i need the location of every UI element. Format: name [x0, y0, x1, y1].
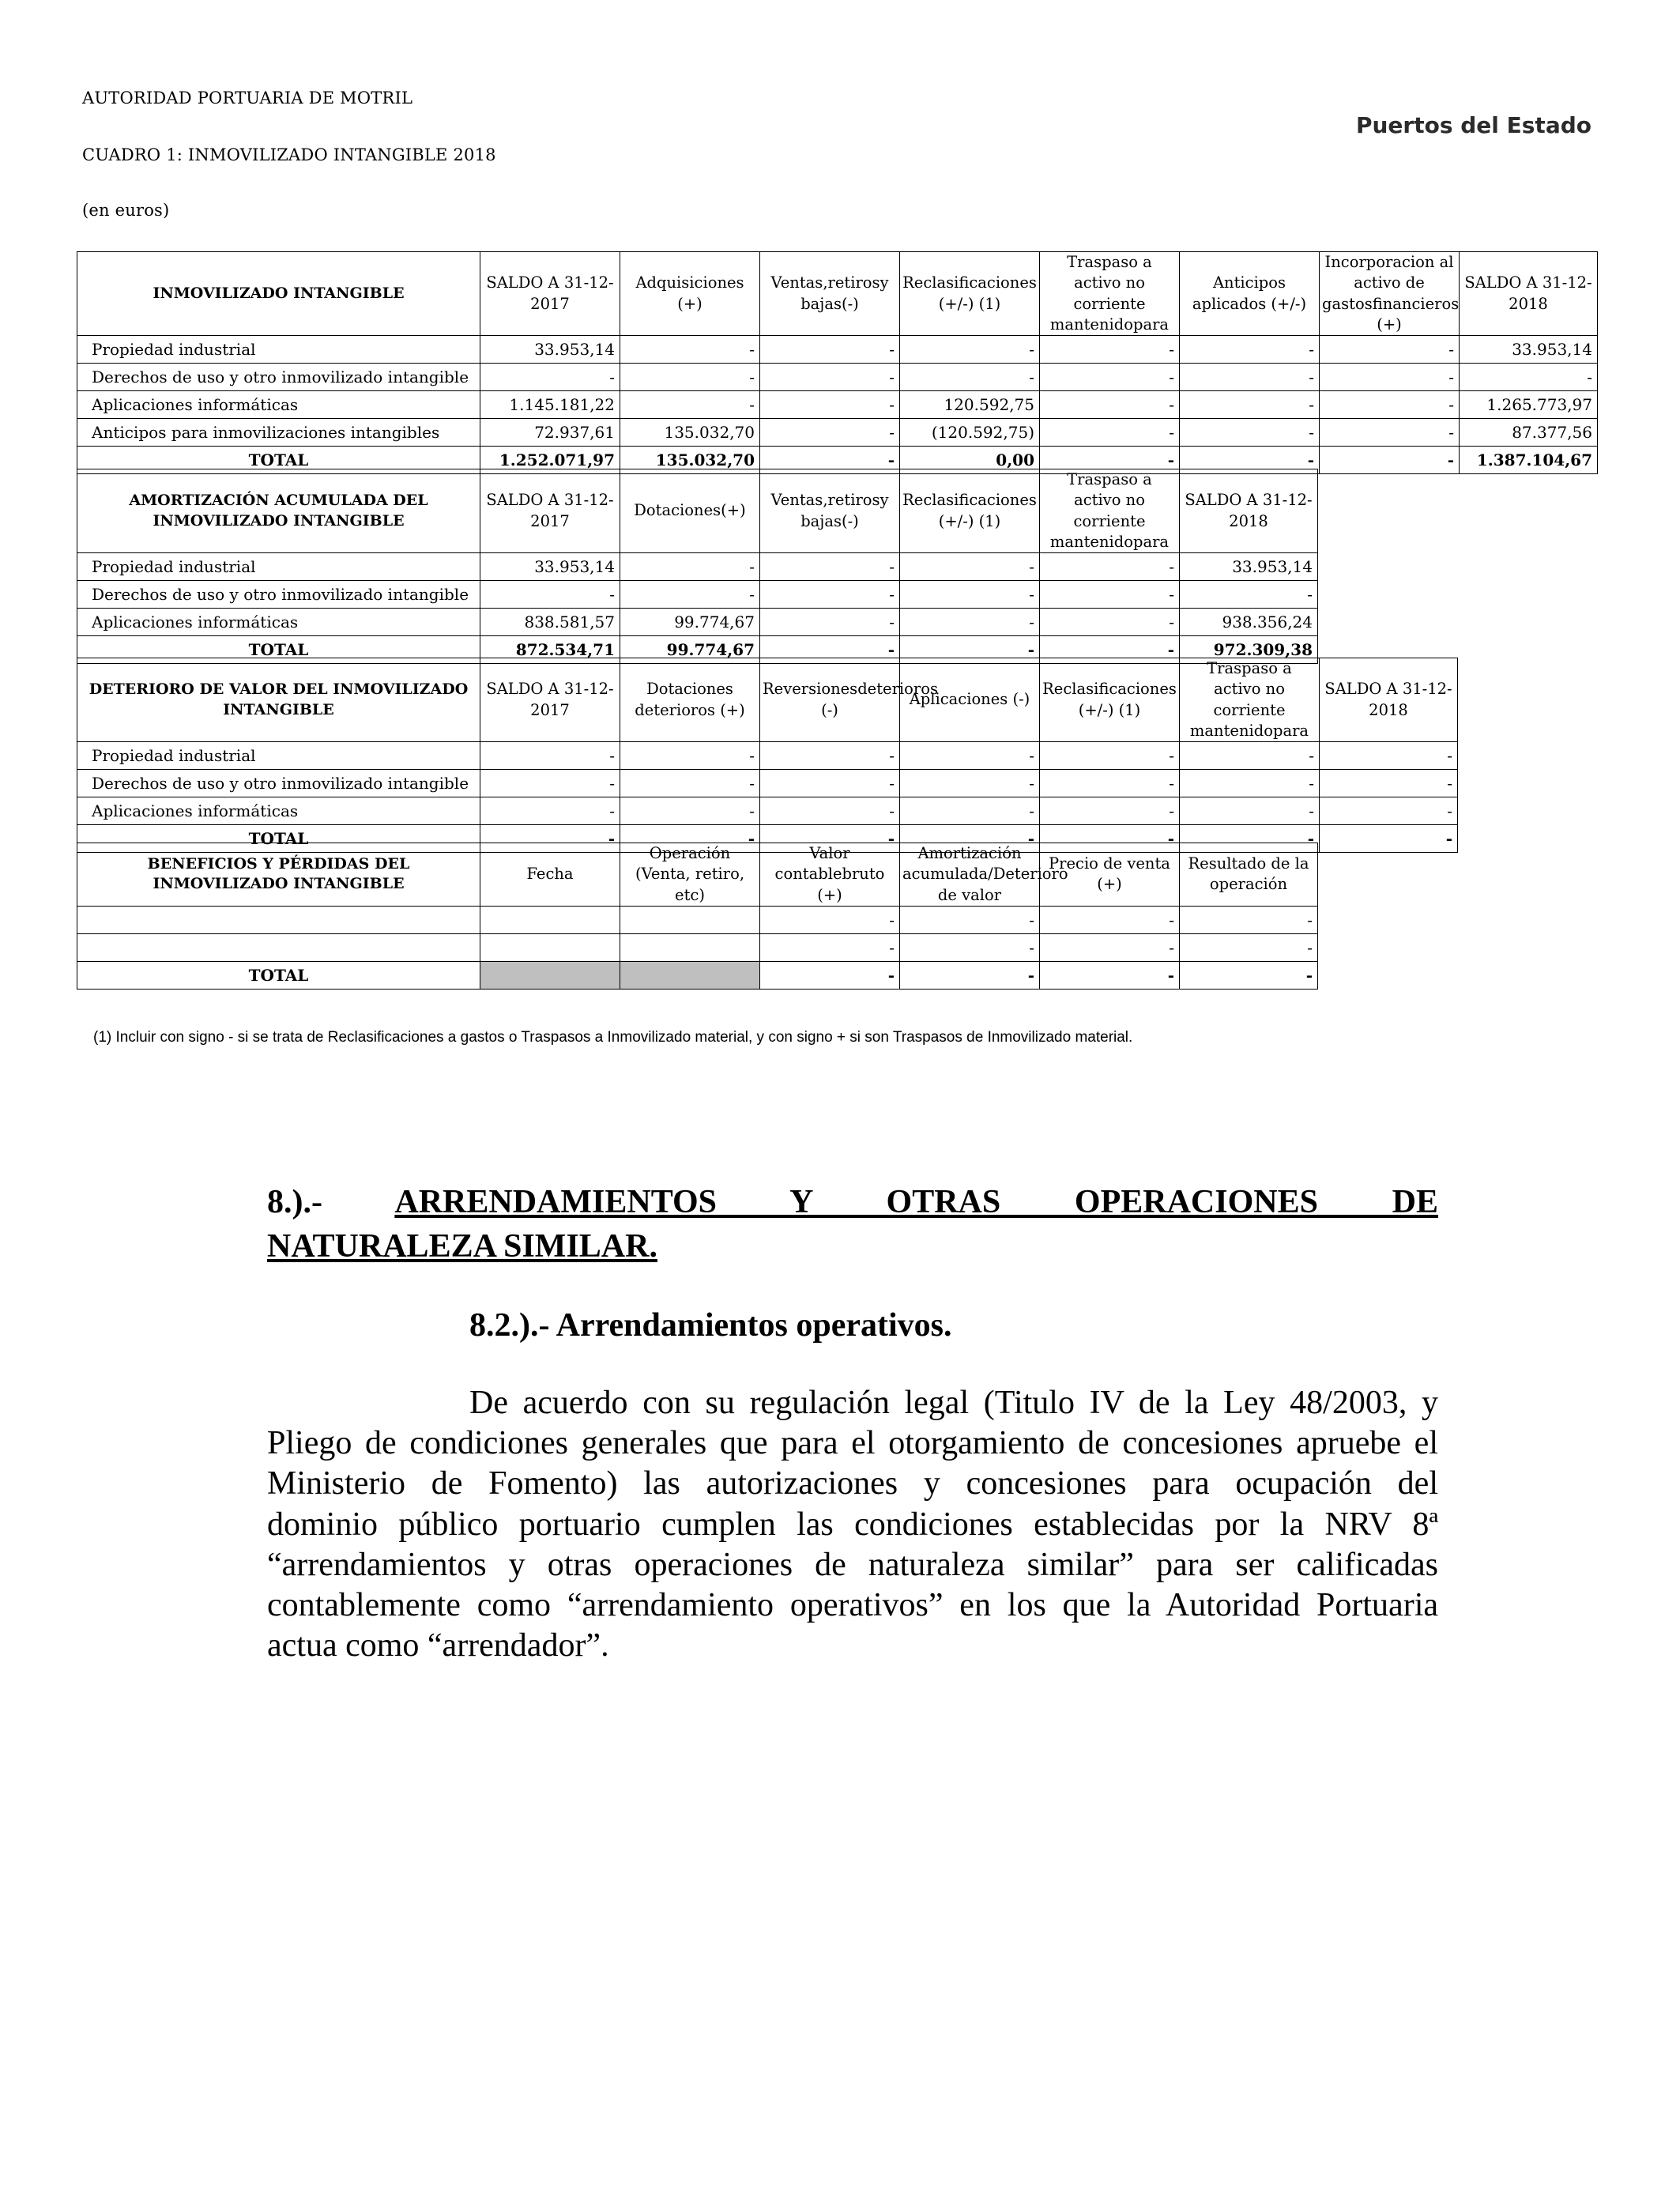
table-cell: - [760, 391, 900, 419]
column-header: Fecha [480, 843, 620, 907]
table-cell: - [1040, 364, 1180, 391]
table-cell: - [1180, 770, 1320, 797]
table-cell [620, 906, 760, 933]
paragraph-line: De acuerdo con su regulación legal (Titulo IV de la Ley 48/2003, y [469, 1385, 1438, 1421]
table-cell: - [1180, 933, 1318, 961]
column-header: Valor contablebruto (+) [760, 843, 900, 907]
table-cell: - [760, 553, 900, 581]
row-label: Derechos de uso y otro inmovilizado intangible [77, 581, 480, 609]
paragraph-line: contablemente como “arrendamiento operativos” en los que la Autoridad Portuaria [267, 1587, 1438, 1624]
shaded-cell [480, 961, 620, 989]
accumulated-amortization-table [77, 469, 1318, 664]
total-cell: - [760, 636, 900, 664]
total-cell: - [1180, 961, 1318, 989]
table-row [77, 609, 1318, 636]
table-cell: - [900, 770, 1040, 797]
column-header: AMORTIZACIÓN ACUMULADA DEL INMOVILIZADO INTANGIBLE [77, 469, 480, 553]
table-cell: - [1180, 797, 1320, 825]
total-label: TOTAL [77, 825, 480, 853]
row-label: Anticipos para inmovilizaciones intangibles [77, 419, 480, 447]
total-cell: 135.032,70 [620, 447, 760, 474]
column-header: SALDO A 31-12-2018 [1320, 658, 1458, 742]
table-cell: - [1040, 933, 1180, 961]
table-cell: - [1180, 419, 1320, 447]
table-cell: - [620, 553, 760, 581]
section-heading-continued [267, 1227, 1438, 1267]
table-cell: - [900, 933, 1040, 961]
table-cell: 838.581,57 [480, 609, 620, 636]
total-label: TOTAL [77, 636, 480, 664]
column-header: Traspaso a activo no corriente mantenidopara [1040, 252, 1180, 336]
table-cell: - [900, 742, 1040, 770]
table-cell: - [480, 742, 620, 770]
total-cell: - [1040, 825, 1180, 853]
total-row [77, 961, 1318, 989]
table-cell: - [900, 336, 1040, 364]
total-cell: - [1320, 825, 1458, 853]
table-cell: - [1180, 336, 1320, 364]
section-title-line2: NATURALEZA SIMILAR. [267, 1228, 657, 1265]
column-header: SALDO A 31-12-2018 [1460, 252, 1598, 336]
column-header: Reclasificaciones (+/-) (1) [900, 469, 1040, 553]
brand-name: Puertos del Estado [1355, 112, 1591, 138]
column-header: SALDO A 31-12-2017 [480, 658, 620, 742]
total-cell: - [900, 636, 1040, 664]
table-cell: 33.953,14 [1180, 553, 1318, 581]
paragraph-line: “arrendamientos y otras operaciones de naturaleza similar” para ser calificadas [267, 1546, 1438, 1583]
gains-losses-table [77, 843, 1318, 990]
footnote: (1) Incluir con signo - si se trata de Reclasificaciones a gastos o Traspasos a Inmovilizado material, y con signo + si son Traspasos de Inmovilizado material. [93, 1029, 1133, 1046]
total-cell: - [760, 825, 900, 853]
table-cell: - [760, 364, 900, 391]
table-row [77, 742, 1458, 770]
column-header: Operación (Venta, retiro, etc) [620, 843, 760, 907]
subsection-heading: 8.2.).- Arrendamientos operativos. [469, 1307, 952, 1344]
table-cell: - [480, 581, 620, 609]
column-header: SALDO A 31-12-2017 [480, 469, 620, 553]
table-cell: - [900, 906, 1040, 933]
table-cell: - [1040, 797, 1180, 825]
column-header: SALDO A 31-12-2017 [480, 252, 620, 336]
table-cell: - [760, 581, 900, 609]
table-cell: 938.356,24 [1180, 609, 1318, 636]
row-label [77, 906, 480, 933]
table-cell: - [1320, 364, 1460, 391]
table-cell: - [900, 609, 1040, 636]
table-cell: - [620, 364, 760, 391]
table-row [77, 933, 1318, 961]
total-label: TOTAL [77, 961, 480, 989]
row-label: Propiedad industrial [77, 553, 480, 581]
organization-name: AUTORIDAD PORTUARIA DE MOTRIL [82, 89, 413, 107]
table-cell: - [480, 364, 620, 391]
table-cell [480, 906, 620, 933]
total-cell: - [1180, 825, 1320, 853]
table-cell [480, 933, 620, 961]
table-cell: - [1320, 391, 1460, 419]
paragraph-line: actua como “arrendador”. [267, 1627, 609, 1664]
table-row [77, 797, 1458, 825]
table-cell: - [760, 797, 900, 825]
section-heading [267, 1182, 1438, 1223]
table-row [77, 391, 1598, 419]
table-cell: - [1040, 581, 1180, 609]
table-cell: - [1180, 742, 1320, 770]
column-header: Reclasificaciones (+/-) (1) [900, 252, 1040, 336]
table-header-row [77, 658, 1458, 742]
table-row [77, 906, 1318, 933]
total-cell: - [1040, 636, 1180, 664]
column-header: Amortización acumulada/Deterioro de valor [900, 843, 1040, 907]
column-header: BENEFICIOS Y PÉRDIDAS DEL INMOVILIZADO INTANGIBLE [77, 843, 480, 907]
table-cell: - [620, 581, 760, 609]
table-cell: - [620, 770, 760, 797]
row-label: Aplicaciones informáticas [77, 391, 480, 419]
column-header: INMOVILIZADO INTANGIBLE [77, 252, 480, 336]
total-label: TOTAL [77, 447, 480, 474]
table-cell: - [760, 609, 900, 636]
total-cell: - [760, 961, 900, 989]
table-header-row [77, 469, 1318, 553]
paragraph-line: Pliego de condiciones generales que para el otorgamiento de concesiones apruebe el [267, 1425, 1438, 1462]
total-cell: 0,00 [900, 447, 1040, 474]
table-cell: 33.953,14 [1460, 336, 1598, 364]
table-cell: - [480, 797, 620, 825]
section-title-line1: ARRENDAMIENTOS Y OTRAS OPERACIONES DE [394, 1184, 1438, 1220]
impairment-table [77, 658, 1458, 853]
column-header: Ventas,retirosy bajas(-) [760, 252, 900, 336]
row-label: Aplicaciones informáticas [77, 797, 480, 825]
column-header: Dotaciones(+) [620, 469, 760, 553]
table-cell: 72.937,61 [480, 419, 620, 447]
column-header: SALDO A 31-12-2018 [1180, 469, 1318, 553]
total-cell: - [900, 961, 1040, 989]
table-cell: - [760, 933, 900, 961]
paragraph-line: dominio público portuario cumplen las condiciones establecidas por la NRV 8ª [267, 1506, 1438, 1543]
column-header: Precio de venta (+) [1040, 843, 1180, 907]
row-label: Derechos de uso y otro inmovilizado intangible [77, 770, 480, 797]
total-cell: - [760, 447, 900, 474]
table-cell: 99.774,67 [620, 609, 760, 636]
table-cell: - [1320, 419, 1460, 447]
table-cell: 33.953,14 [480, 336, 620, 364]
table-cell: - [760, 336, 900, 364]
column-header: Traspaso a activo no corriente mantenidopara [1180, 658, 1320, 742]
table-cell: - [900, 797, 1040, 825]
table-cell: - [1180, 581, 1318, 609]
table-cell: - [620, 797, 760, 825]
table-cell: - [760, 906, 900, 933]
column-header: Resultado de la operación [1180, 843, 1318, 907]
intangible-assets-table [77, 251, 1598, 474]
total-cell: - [1320, 447, 1460, 474]
table-cell: - [1040, 906, 1180, 933]
total-cell: - [620, 825, 760, 853]
total-cell: - [900, 825, 1040, 853]
table-cell: - [1320, 797, 1458, 825]
table-cell: - [620, 391, 760, 419]
table-cell: 120.592,75 [900, 391, 1040, 419]
table-row [77, 419, 1598, 447]
column-header: DETERIORO DE VALOR DEL INMOVILIZADO INTANGIBLE [77, 658, 480, 742]
table-cell: 87.377,56 [1460, 419, 1598, 447]
table-cell: - [1320, 770, 1458, 797]
table-cell: - [1040, 553, 1180, 581]
column-header: Reversionesdeterioros (-) [760, 658, 900, 742]
row-label: Derechos de uso y otro inmovilizado intangible [77, 364, 480, 391]
table-cell: (120.592,75) [900, 419, 1040, 447]
table-cell: - [1320, 336, 1460, 364]
table-cell: - [900, 553, 1040, 581]
table-cell: - [900, 581, 1040, 609]
table-cell: - [1320, 742, 1458, 770]
column-header: Incorporacion al activo de gastosfinancieros (+) [1320, 252, 1460, 336]
row-label: Propiedad industrial [77, 742, 480, 770]
paragraph-line: Ministerio de Fomento) las autorizaciones y concesiones para ocupación del [267, 1465, 1438, 1502]
total-cell: 872.534,71 [480, 636, 620, 664]
total-cell: 1.387.104,67 [1460, 447, 1598, 474]
table-title: CUADRO 1: INMOVILIZADO INTANGIBLE 2018 [82, 145, 496, 164]
table-cell: - [900, 364, 1040, 391]
table-cell: - [1460, 364, 1598, 391]
table-cell: 33.953,14 [480, 553, 620, 581]
table-cell: - [1040, 336, 1180, 364]
table-cell: - [1040, 391, 1180, 419]
total-cell: 972.309,38 [1180, 636, 1318, 664]
table-cell: - [760, 419, 900, 447]
table-row [77, 364, 1598, 391]
table-row [77, 553, 1318, 581]
units-note: (en euros) [82, 201, 170, 220]
table-cell: - [760, 742, 900, 770]
table-row [77, 770, 1458, 797]
row-label: Aplicaciones informáticas [77, 609, 480, 636]
total-cell: - [1180, 447, 1320, 474]
shaded-cell [620, 961, 760, 989]
table-cell: - [1180, 364, 1320, 391]
body-paragraph [267, 1383, 1438, 1667]
row-label: Propiedad industrial [77, 336, 480, 364]
total-cell: 1.252.071,97 [480, 447, 620, 474]
total-cell: - [1040, 961, 1180, 989]
column-header: Traspaso a activo no corriente mantenidopara [1040, 469, 1180, 553]
column-header: Reclasificaciones (+/-) (1) [1040, 658, 1180, 742]
table-row [77, 336, 1598, 364]
table-cell: - [760, 770, 900, 797]
table-cell: 135.032,70 [620, 419, 760, 447]
table-cell: - [1040, 742, 1180, 770]
section-number: 8.).- [267, 1184, 322, 1220]
total-cell: - [480, 825, 620, 853]
total-cell: - [1040, 447, 1180, 474]
table-row [77, 581, 1318, 609]
column-header: Anticipos aplicados (+/-) [1180, 252, 1320, 336]
table-cell [620, 933, 760, 961]
table-cell: - [480, 770, 620, 797]
table-cell: - [1040, 609, 1180, 636]
table-cell: - [620, 336, 760, 364]
table-cell: - [1180, 906, 1318, 933]
column-header: Aplicaciones (-) [900, 658, 1040, 742]
table-header-row [77, 843, 1318, 907]
table-cell: - [1180, 391, 1320, 419]
column-header: Dotaciones deterioros (+) [620, 658, 760, 742]
total-cell: 99.774,67 [620, 636, 760, 664]
table-cell: - [620, 742, 760, 770]
table-cell: - [1040, 419, 1180, 447]
column-header: Adquisiciones (+) [620, 252, 760, 336]
table-cell: 1.145.181,22 [480, 391, 620, 419]
column-header: Ventas,retirosy bajas(-) [760, 469, 900, 553]
table-cell: - [1040, 770, 1180, 797]
row-label [77, 933, 480, 961]
table-header-row [77, 252, 1598, 336]
table-cell: 1.265.773,97 [1460, 391, 1598, 419]
